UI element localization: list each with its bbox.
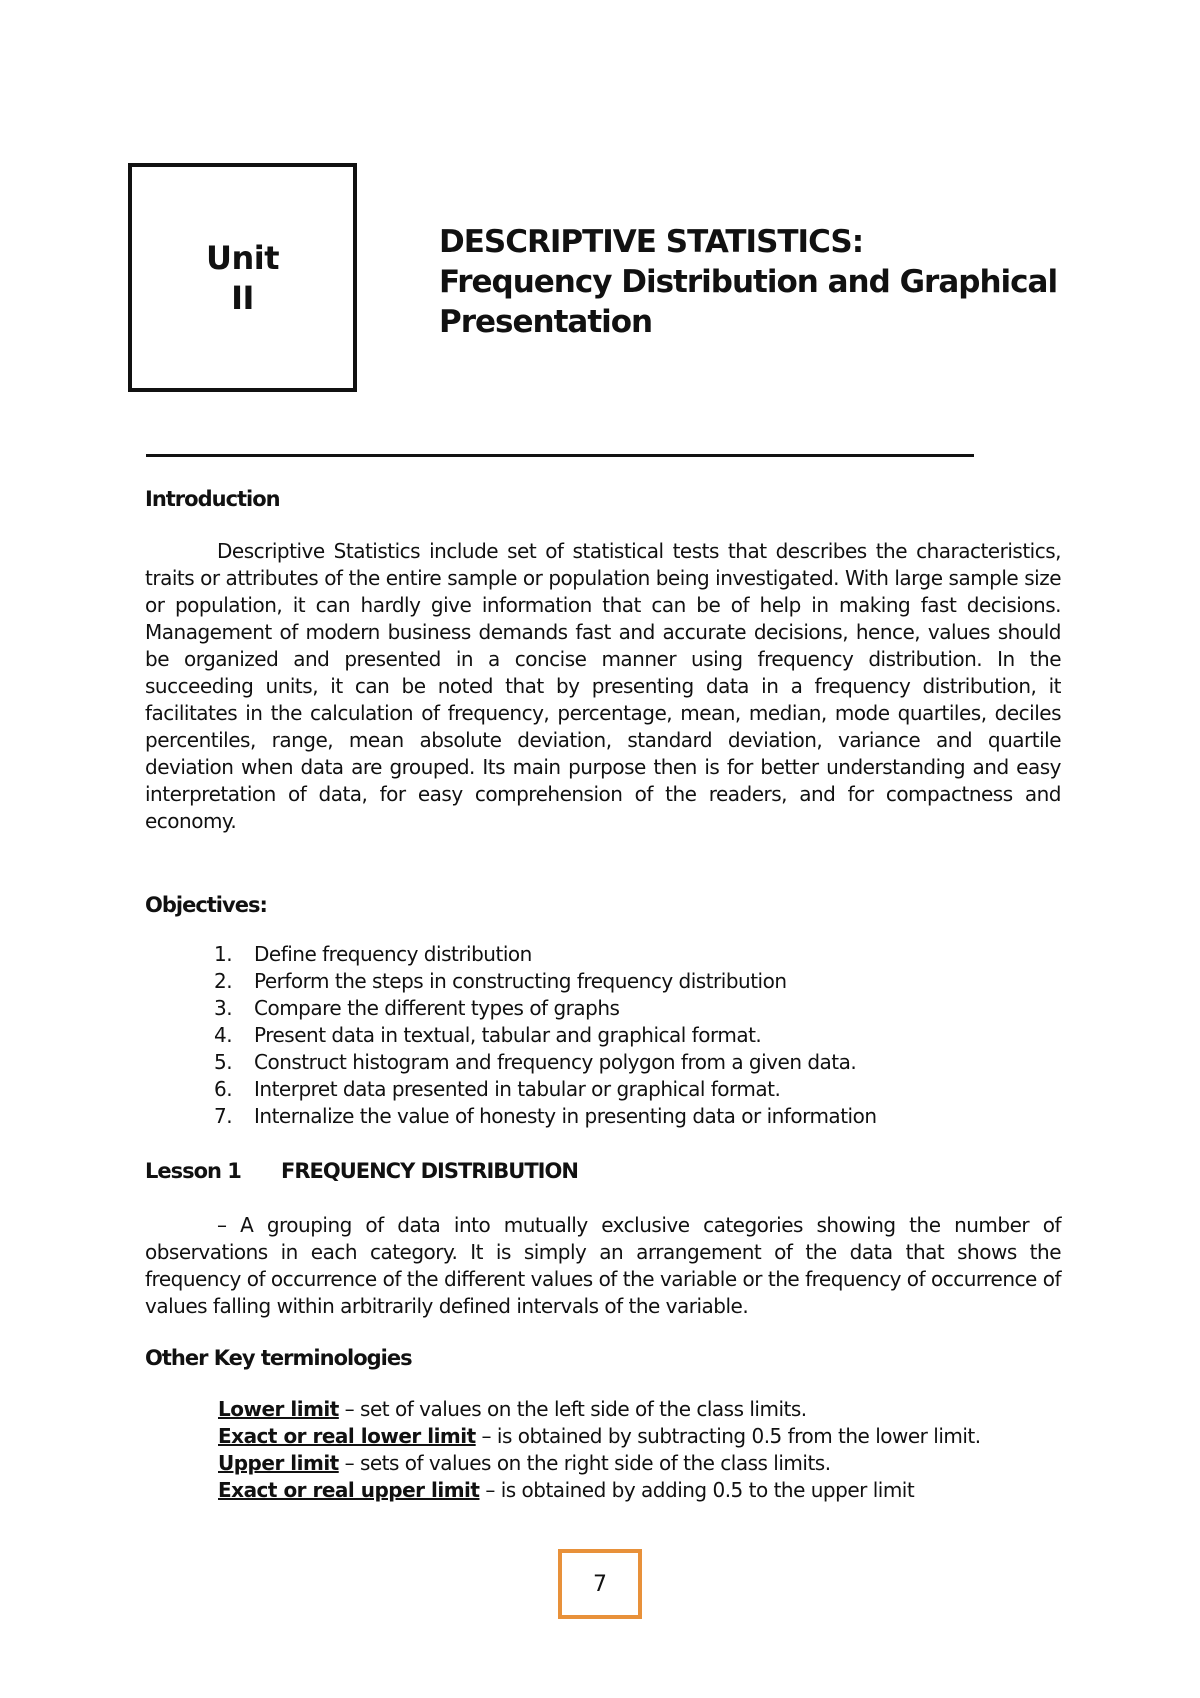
unit-box [128, 163, 357, 392]
unit-title-line-3: Presentation [439, 304, 653, 340]
list-item-number: 5. [214, 1050, 233, 1074]
list-item-number: 7. [214, 1104, 233, 1128]
lesson-label: Lesson 1 [145, 1159, 241, 1183]
term-name: Upper limit [218, 1451, 339, 1475]
list-item [218, 1450, 981, 1477]
introduction-heading: Introduction [145, 487, 280, 511]
unit-title [439, 222, 1058, 342]
list-item [214, 941, 877, 968]
list-item [218, 1423, 981, 1450]
lesson-definition: – A grouping of data into mutually exclusive categories showing the number of observations in each category. It is simply an arrangement of the data that shows the frequency of occurrence of the different values of the variable or the frequency of occurrence of values falling within arbitrarily defined intervals of the variable. [145, 1213, 1061, 1318]
unit-title-line-2: Frequency Distribution and Graphical [439, 264, 1058, 300]
list-item-number: 2. [214, 969, 233, 993]
list-item-text: Internalize the value of honesty in presenting data or information [254, 1104, 877, 1128]
list-item-number: 4. [214, 1023, 233, 1047]
list-item [214, 1076, 877, 1103]
introduction-paragraph: Descriptive Statistics include set of statistical tests that describes the characteristics, traits or attributes of the entire sample or population being investigated. With large sample size or population, it can hardly give information that can be of help in making fast decisions. Management of modern business demands fast and accurate decisions, hence, values should be organized and presented in a concise manner using frequency distribution. In the succeeding units, it can be noted that by presenting data in a frequency distribution, it facilitates in the calculation of frequency, percentage, mean, median, mode quartiles, deciles percentiles, range, mean absolute deviation, standard deviation, variance and quartile deviation when data are grouped. Its main purpose then is for better understanding and easy interpretation of data, for easy comprehension of the readers, and for compactness and economy. [145, 539, 1061, 833]
list-item-text: Define frequency distribution [254, 942, 532, 966]
terminologies-heading: Other Key terminologies [145, 1346, 412, 1370]
term-definition: – sets of values on the right side of the class limits. [338, 1451, 831, 1475]
term-definition: – set of values on the left side of the class limits. [338, 1397, 807, 1421]
term-name: Lower limit [218, 1397, 339, 1421]
section-divider [146, 454, 974, 457]
list-item [214, 1022, 877, 1049]
objectives-heading: Objectives: [145, 893, 267, 917]
unit-label: Unit [205, 238, 280, 277]
lesson-title: FREQUENCY DISTRIBUTION [281, 1159, 578, 1183]
list-item [218, 1477, 981, 1504]
list-item [218, 1396, 981, 1423]
list-item-number: 6. [214, 1077, 233, 1101]
unit-title-line-1: DESCRIPTIVE STATISTICS: [439, 224, 864, 260]
list-item-text: Compare the different types of graphs [254, 996, 620, 1020]
page-number: 7 [558, 1549, 642, 1619]
list-item [214, 1049, 877, 1076]
terminologies-list [218, 1396, 981, 1504]
list-item-text: Construct histogram and frequency polygon from a given data. [254, 1050, 857, 1074]
list-item [214, 995, 877, 1022]
term-definition: – is obtained by adding 0.5 to the upper limit [479, 1478, 915, 1502]
list-item-text: Present data in textual, tabular and graphical format. [254, 1023, 762, 1047]
list-item-text: Perform the steps in constructing frequency distribution [254, 969, 787, 993]
list-item [214, 1103, 877, 1130]
term-name: Exact or real upper limit [218, 1478, 480, 1502]
unit-number: II [231, 278, 254, 317]
list-item [214, 968, 877, 995]
term-name: Exact or real lower limit [218, 1424, 476, 1448]
list-item-text: Interpret data presented in tabular or graphical format. [254, 1077, 781, 1101]
term-definition: – is obtained by subtracting 0.5 from the lower limit. [475, 1424, 981, 1448]
list-item-number: 3. [214, 996, 233, 1020]
list-item-number: 1. [214, 942, 233, 966]
objectives-list [214, 941, 877, 1130]
